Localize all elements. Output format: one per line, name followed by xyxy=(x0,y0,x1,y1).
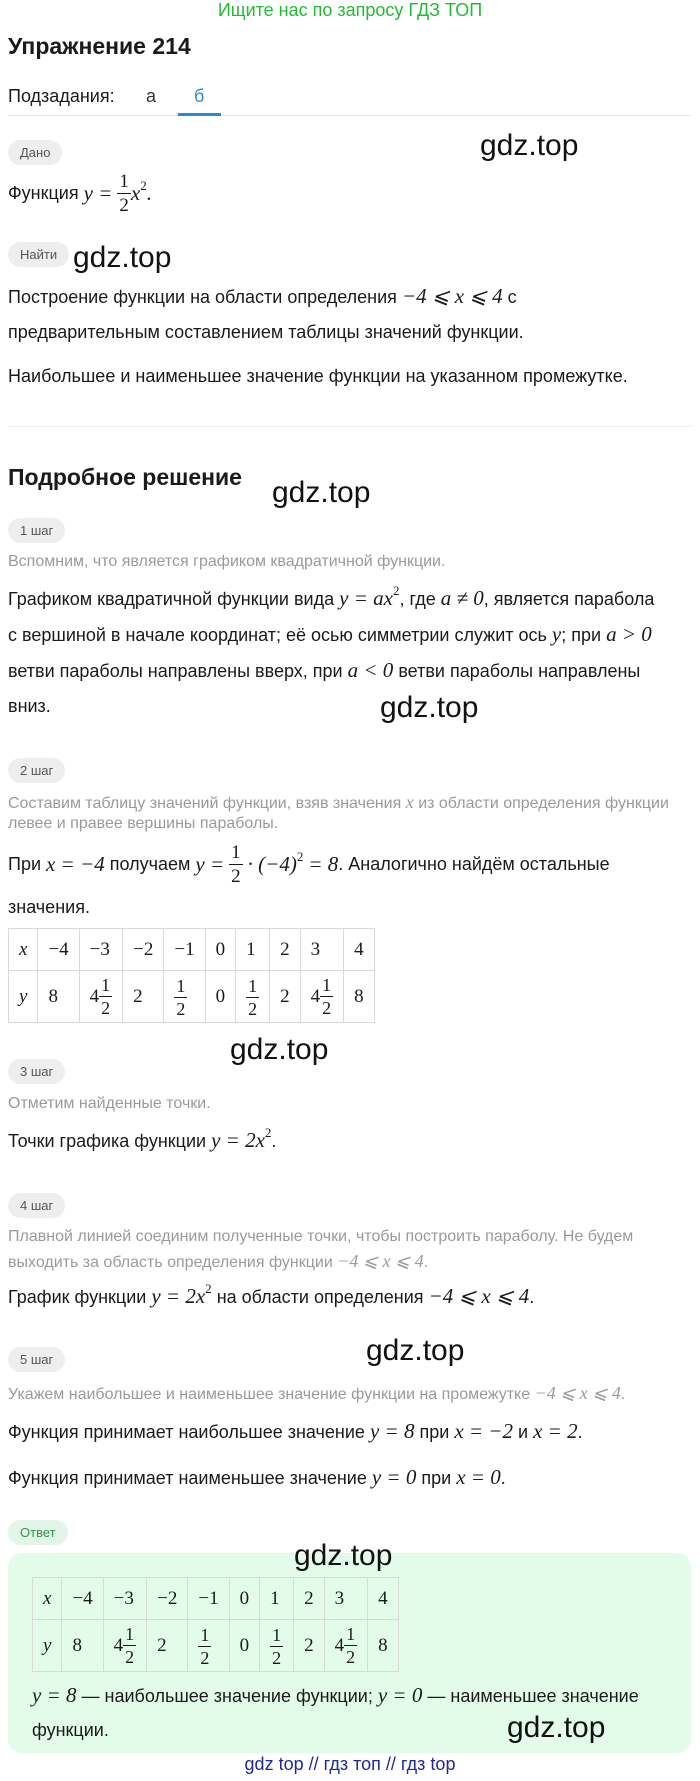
table-y-whole: 0 xyxy=(215,985,226,1007)
step-1-text: ; при xyxy=(561,625,602,645)
find-line-1-tail: с xyxy=(507,287,517,307)
step-3-math: y = 2x xyxy=(211,1128,265,1152)
table-x-cell: 2 xyxy=(270,929,301,971)
table-x-label: x xyxy=(33,1578,62,1620)
solution-title: Подробное решение xyxy=(8,464,242,490)
table-y-cell xyxy=(270,971,301,1023)
step-3-text: Точки графика функции xyxy=(8,1131,207,1151)
table-y-whole: 4 xyxy=(113,1634,124,1656)
table-y-cell xyxy=(103,1620,147,1672)
step-1-text: ветви параболы направлены вверх, при xyxy=(8,661,343,681)
table-y-frac-den: 2 xyxy=(248,998,258,1019)
table-y-frac-den: 2 xyxy=(272,1647,282,1668)
step-5-math: y = 0 xyxy=(371,1465,417,1489)
answer-line-1 xyxy=(32,1683,639,1708)
table-y-frac-num: 1 xyxy=(125,1624,135,1644)
step-5-text: Функция принимает наибольшее значение xyxy=(8,1422,365,1442)
step-5-hint-math: −4 ⩽ x ⩽ 4 xyxy=(534,1383,621,1403)
step-1-line-1 xyxy=(8,583,655,611)
table-y-fraction xyxy=(320,976,333,1017)
table-x-cell: 1 xyxy=(260,1578,294,1620)
step-5-hint xyxy=(8,1383,625,1404)
table-x-cell: 4 xyxy=(344,929,375,971)
answer-math: y = 0 xyxy=(377,1683,423,1707)
step-5-line-2 xyxy=(8,1465,506,1490)
step-2-math: · (−4) xyxy=(247,852,297,876)
table-x-cell: −4 xyxy=(62,1578,103,1620)
given-badge: Дано xyxy=(8,140,62,165)
step-1-math: a ≠ 0 xyxy=(440,586,484,610)
step-3-sup: 2 xyxy=(264,1125,272,1140)
step-5-text: при xyxy=(419,1422,450,1442)
given-fraction xyxy=(117,172,131,215)
table-y-label: y xyxy=(9,971,38,1023)
table-x-cell: 2 xyxy=(294,1578,325,1620)
table-y-whole: 4 xyxy=(334,1634,345,1656)
table-y-whole: 0 xyxy=(239,1634,250,1656)
step-4-hint-1: Плавной линией соединим полученные точки, чтобы построить параболу. Не будем xyxy=(8,1228,634,1245)
table-y-frac-den: 2 xyxy=(346,1647,356,1667)
table-y-whole: 4 xyxy=(89,985,100,1007)
answer-text: — наименьшее значение xyxy=(427,1686,639,1706)
table-x-cell: −1 xyxy=(164,929,205,971)
table-y-frac-den: 2 xyxy=(101,998,111,1018)
step-2-badge: 2 шаг xyxy=(8,758,65,783)
search-banner[interactable]: Ищите нас по запросу ГДЗ ТОП xyxy=(217,0,483,20)
table-y-cell xyxy=(260,1620,294,1672)
table-y-cell xyxy=(62,1620,103,1672)
table-y-frac-den: 2 xyxy=(200,1647,210,1668)
step-1-math: y = ax xyxy=(339,586,393,610)
subtasks-label: Подзадания: xyxy=(8,86,115,106)
step-5-badge: 5 шаг xyxy=(8,1347,65,1372)
step-4-text: на области определения xyxy=(216,1287,424,1307)
step-1-text: , где xyxy=(399,589,436,609)
tab-a[interactable]: а xyxy=(146,86,157,106)
step-2-hint-text: Составим таблицу значений функции, взяв значения xyxy=(8,795,402,812)
given-formula-end: . xyxy=(146,181,152,205)
find-line-3: Наибольшее и наименьшее значение функции на указанном промежутке. xyxy=(8,366,628,386)
step-2-text: получаем xyxy=(109,854,191,874)
table-y-frac-num: 1 xyxy=(322,975,332,995)
watermark: gdz.top xyxy=(272,476,371,509)
step-5-hint-text: Укажем наибольшее и наименьшее значение функции на промежутке xyxy=(8,1386,531,1403)
find-line-1-text: Построение функции на области определения xyxy=(8,287,397,307)
table-row xyxy=(9,929,375,971)
table-y-frac-den: 2 xyxy=(125,1647,135,1667)
table-y-whole: 8 xyxy=(378,1634,388,1656)
table-y-frac-num: 1 xyxy=(176,975,186,996)
step-2-text: . Аналогично найдём остальные xyxy=(338,854,610,874)
table-y-frac-den: 2 xyxy=(322,998,332,1018)
step-4-line xyxy=(8,1281,535,1309)
table-y-frac-num: 1 xyxy=(248,975,258,996)
table-y-cell xyxy=(123,971,164,1023)
step-2-frac-den: 2 xyxy=(231,866,241,887)
table-y-fraction xyxy=(99,976,112,1017)
table-y-frac-num: 1 xyxy=(272,1624,282,1645)
table-y-fraction xyxy=(270,1626,283,1667)
table-y-cell xyxy=(205,971,236,1023)
table-y-fraction xyxy=(198,1626,211,1667)
step-1-text: с вершиной в начале координат; её осью симметрии служит ось xyxy=(8,625,547,645)
step-1-math: a < 0 xyxy=(347,658,394,682)
answer-line-2: функции. xyxy=(32,1720,109,1740)
table-x-cell: 3 xyxy=(324,1578,368,1620)
table-y-frac-num: 1 xyxy=(101,975,111,995)
table-x-cell: 0 xyxy=(205,929,236,971)
table-y-fraction xyxy=(344,1625,357,1666)
step-2-math: x = −4 xyxy=(46,852,105,876)
table-x-cell: −3 xyxy=(79,929,123,971)
tabs-divider xyxy=(8,115,691,116)
tab-active-indicator xyxy=(178,113,221,116)
table-y-whole: 2 xyxy=(304,1634,314,1656)
answer-badge: Ответ xyxy=(8,1520,68,1545)
table-y-fraction xyxy=(246,977,259,1018)
table-y-cell xyxy=(164,971,205,1023)
table-y-cell xyxy=(38,971,79,1023)
step-2-hint-2: левее и правее вершины параболы. xyxy=(8,815,279,832)
step-1-text: , является парабола xyxy=(483,589,655,609)
step-2-frac-num: 1 xyxy=(231,842,241,863)
table-y-cell xyxy=(294,1620,325,1672)
table-y-label: y xyxy=(33,1620,62,1672)
table-y-whole: 8 xyxy=(72,1634,82,1656)
step-1-badge: 1 шаг xyxy=(8,518,65,543)
watermark: gdz.top xyxy=(294,1539,393,1572)
given-text xyxy=(8,172,152,215)
table-y-cell xyxy=(79,971,123,1023)
watermark: gdz.top xyxy=(366,1334,465,1367)
step-2-math: y = xyxy=(195,852,225,876)
step-5-math: x = 0 xyxy=(456,1465,501,1489)
watermark: gdz.top xyxy=(507,1711,606,1744)
step-5-text: Функция принимает наименьшее значение xyxy=(8,1468,367,1488)
step-2-line-2: значения. xyxy=(8,897,90,917)
step-5-hint-text: . xyxy=(620,1386,626,1403)
table-y-cell xyxy=(147,1620,188,1672)
table-x-cell: −2 xyxy=(123,929,164,971)
step-2-hint-1 xyxy=(8,792,669,813)
table-y-frac-den: 2 xyxy=(176,998,186,1019)
table-x-cell: 3 xyxy=(300,929,344,971)
step-1-text: ветви параболы направлены xyxy=(398,661,641,681)
step-2-math: = 8 xyxy=(308,852,339,876)
step-3-line xyxy=(8,1125,277,1153)
table-y-cell xyxy=(229,1620,260,1672)
watermark: gdz.top xyxy=(230,1033,329,1066)
given-frac-den: 2 xyxy=(119,195,129,216)
table-row xyxy=(9,971,375,1023)
step-4-hint-2 xyxy=(8,1251,428,1272)
step-4-hint-text: . xyxy=(423,1254,429,1271)
table-y-cell xyxy=(368,1620,399,1672)
table-y-cell xyxy=(188,1620,229,1672)
find-badge: Найти xyxy=(8,242,69,267)
step-2-hint-text: из области определения функции xyxy=(418,795,669,812)
table-x-cell: 4 xyxy=(368,1578,399,1620)
table-y-fraction xyxy=(174,977,187,1018)
step-1-math: y xyxy=(551,622,562,646)
step-4-badge: 4 шаг xyxy=(8,1193,65,1218)
watermark: gdz.top xyxy=(380,691,479,724)
step-5-text: . xyxy=(500,1468,506,1488)
given-frac-num: 1 xyxy=(119,171,129,192)
step-5-text: и xyxy=(518,1422,529,1442)
step-5-text: при xyxy=(421,1468,452,1488)
table-x-cell: −1 xyxy=(188,1578,229,1620)
table-y-fraction xyxy=(123,1625,136,1666)
given-formula-var: x xyxy=(130,181,141,205)
step-3-text: . xyxy=(271,1131,277,1151)
step-5-math: y = 8 xyxy=(369,1419,415,1443)
step-4-math: y = 2x xyxy=(151,1284,206,1308)
step-4-text: График функции xyxy=(8,1287,147,1307)
given-prefix: Функция xyxy=(8,183,79,203)
table-row xyxy=(33,1578,399,1620)
table-y-cell xyxy=(236,971,270,1023)
find-line-1 xyxy=(8,284,517,309)
table-x-cell: 0 xyxy=(229,1578,260,1620)
watermark: gdz.top xyxy=(73,241,172,274)
step-3-hint: Отметим найденные точки. xyxy=(8,1095,211,1112)
answer-text: — наибольшее значение функции; xyxy=(81,1686,373,1706)
step-5-math: x = −2 xyxy=(454,1419,513,1443)
table-y-cell xyxy=(344,971,375,1023)
given-formula-sup: 2 xyxy=(140,177,147,193)
given-formula-lhs: y = xyxy=(83,181,113,205)
table-x-cell: −2 xyxy=(147,1578,188,1620)
answer-values-table xyxy=(32,1577,399,1672)
step-1-math: a > 0 xyxy=(606,622,652,646)
table-x-cell: −3 xyxy=(103,1578,147,1620)
step-3-badge: 3 шаг xyxy=(8,1059,65,1084)
values-table xyxy=(8,928,375,1023)
table-x-label: x xyxy=(9,929,38,971)
table-y-whole: 8 xyxy=(48,985,58,1007)
step-1-hint: Вспомним, что является графиком квадратичной функции. xyxy=(8,553,446,570)
find-line-1-math: −4 ⩽ x ⩽ 4 xyxy=(401,284,503,308)
table-y-whole: 4 xyxy=(310,985,321,1007)
step-1-line-3 xyxy=(8,658,640,683)
table-row xyxy=(33,1620,399,1672)
step-4-sup: 2 xyxy=(205,1281,212,1296)
table-x-cell: 1 xyxy=(236,929,270,971)
step-1-text: Графиком квадратичной функции вида xyxy=(8,589,335,609)
watermark: gdz.top xyxy=(480,129,579,162)
step-4-math: −4 ⩽ x ⩽ 4 xyxy=(428,1284,530,1308)
section-divider xyxy=(8,426,691,427)
step-5-text: . xyxy=(577,1422,583,1442)
table-y-whole: 2 xyxy=(280,985,290,1007)
page-title: Упражнение 214 xyxy=(8,33,191,59)
step-2-fraction xyxy=(229,843,243,886)
step-4-hint-text: выходить за область определения функции xyxy=(8,1254,333,1271)
table-y-cell xyxy=(300,971,344,1023)
answer-math: y = 8 xyxy=(32,1683,77,1707)
step-2-sup: 2 xyxy=(296,848,304,864)
table-y-whole: 2 xyxy=(133,985,143,1007)
footer-links[interactable]: gdz top // гдз топ // гдз top xyxy=(244,1754,456,1774)
step-5-math: x = 2 xyxy=(533,1419,578,1443)
step-2-text: При xyxy=(8,854,42,874)
step-1-line-2 xyxy=(8,622,652,647)
step-2-line-1 xyxy=(8,843,610,886)
tab-b[interactable]: б xyxy=(194,86,205,106)
step-1-line-4: вниз. xyxy=(8,696,51,716)
table-x-cell: −4 xyxy=(38,929,79,971)
table-y-frac-num: 1 xyxy=(346,1624,356,1644)
table-y-frac-num: 1 xyxy=(200,1624,210,1645)
step-1-sup: 2 xyxy=(392,583,400,598)
table-y-cell xyxy=(324,1620,368,1672)
step-5-line-1 xyxy=(8,1419,583,1444)
step-2-hint-math: x xyxy=(405,792,414,812)
step-4-hint-math: −4 ⩽ x ⩽ 4 xyxy=(337,1251,424,1271)
table-y-whole: 2 xyxy=(157,1634,167,1656)
find-line-2: предварительным составлением таблицы значений функции. xyxy=(8,322,524,342)
step-4-text: . xyxy=(529,1287,535,1307)
table-y-whole: 8 xyxy=(354,985,364,1007)
